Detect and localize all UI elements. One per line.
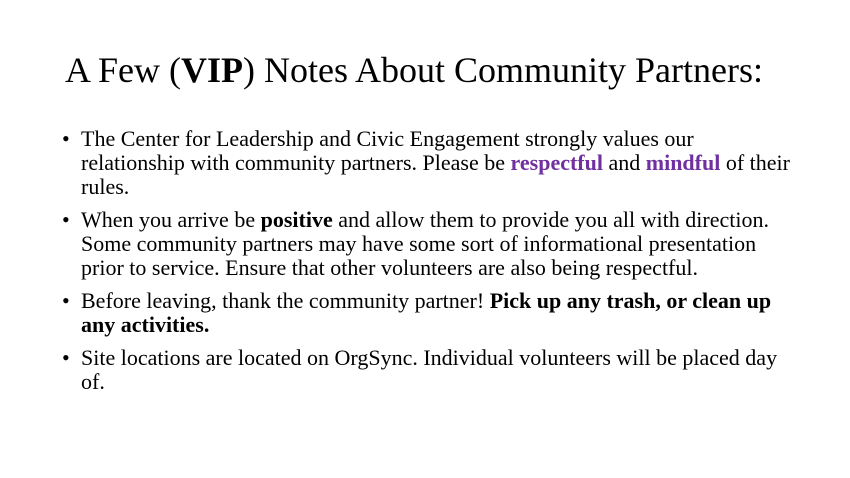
- emphasis-cleanup: Pick up any trash, or clean up any activities.: [81, 288, 772, 337]
- emphasis-positive: positive: [260, 207, 333, 232]
- title-emphasis: VIP: [181, 50, 243, 90]
- bullet-icon: •: [62, 126, 70, 151]
- note-text: and: [602, 150, 646, 175]
- title-prefix: A Few (: [65, 50, 181, 90]
- slide-title: [65, 48, 763, 92]
- highlight-mindful: mindful: [645, 150, 721, 175]
- note-text: Before leaving, thank the community partner!: [81, 288, 490, 313]
- bullet-icon: •: [62, 207, 70, 232]
- highlight-respectful: respectful: [510, 150, 603, 175]
- note-item-locations: [62, 346, 802, 394]
- note-item-respect: [62, 127, 802, 199]
- note-text: of their rules.: [81, 150, 790, 199]
- title-suffix: ) Notes About Community Partners:: [243, 50, 763, 90]
- bullet-icon: •: [62, 288, 70, 313]
- note-text: The Center for Leadership and Civic Engagement strongly values our relationship with community partners. Please be: [81, 126, 694, 175]
- note-item-arrival: [62, 208, 802, 280]
- note-text: and allow them to provide you all with direction. Some community partners may have some sort of informational presentation prior to service. Ensure that other volunteers are also being respectful.: [81, 207, 769, 280]
- bullet-icon: •: [62, 345, 70, 370]
- note-item-leaving: [62, 289, 802, 337]
- note-text: Site locations are located on OrgSync. Individual volunteers will be placed day of.: [81, 345, 778, 394]
- note-text: When you arrive be: [81, 207, 261, 232]
- notes-list: [62, 127, 802, 403]
